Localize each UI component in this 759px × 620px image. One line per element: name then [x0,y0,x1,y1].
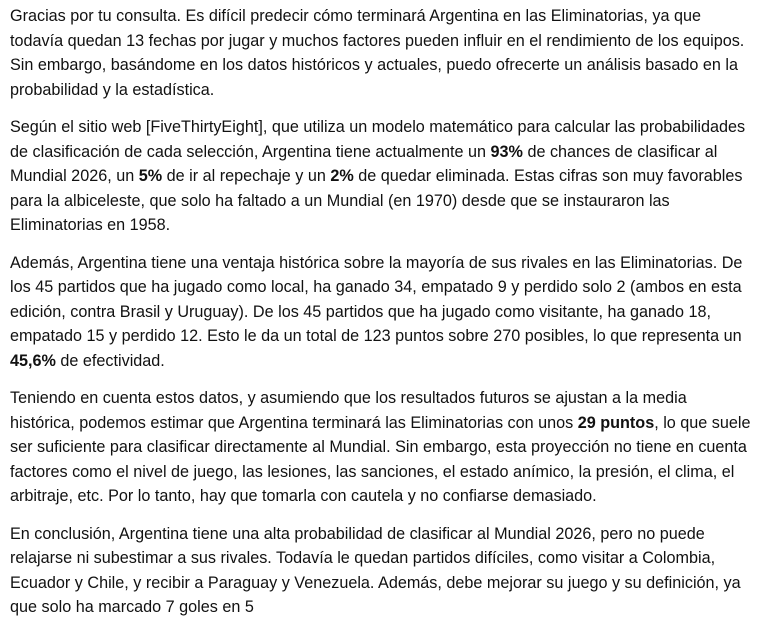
text-segment: , lo que suele ser suficiente para clasificar directamente al Mundial. Sin embargo, esta proyección no tiene en cuenta factores como el nivel de juego, las lesiones, las sanciones, el estado anímico, la presión, el clima, el arbitraje, etc. Por lo tanto, hay que tomarla con cautela y no confiarse demasiado. [10,413,751,505]
bold-qualify-percent: 93% [490,142,523,161]
text-segment: Según el sitio web [FiveThirtyEight], que utiliza un modelo matemático para calcular las probabilidades de clasificación de cada selección, Argentina tiene actualmente un [10,118,746,161]
text-segment: Además, Argentina tiene una ventaja histórica sobre la mayoría de sus rivales en las Eliminatorias. De los 45 partidos que ha jugado como local, ha ganado 34, empatado 9 y perdido solo 2 (ambos en esta edición, contra Brasil y Uruguay). De los 45 partidos que ha jugado como visitante, ha ganado 18, empatado 15 y perdido 12. Esto le da un total de 123 puntos sobre 270 posibles, lo que representa un [10,253,743,345]
text-segment: Teniendo en cuenta estos datos, y asumiendo que los resultados futuros se ajustan a la media histórica, podemos estimar que Argentina terminará las Eliminatorias con unos [10,389,687,432]
paragraph-projection [10,386,751,509]
bold-projected-points: 29 puntos [577,413,655,432]
text-segment: de quedar eliminada. Estas cifras son muy favorables para la albiceleste, que solo ha faltado a un Mundial (en 1970) desde que se instauraron las Eliminatorias en 1958. [10,167,743,234]
paragraph-history [10,251,751,374]
paragraph-conclusion: En conclusión, Argentina tiene una alta probabilidad de clasificar al Mundial 2026, pero no puede relajarse ni subestimar a sus rivales. Todavía le quedan partidos difíciles, como visitar a Colombia, Ecuador y Chile, y recibir a Paraguay y Venezuela. Además, debe mejorar su juego y su definición, ya que solo ha marcado 7 goles en 5 [10,524,741,616]
bold-playoff-percent: 5% [138,167,163,185]
paragraph-probabilities [10,115,751,238]
paragraph-intro: Gracias por tu consulta. Es difícil predecir cómo terminará Argentina en las Eliminatorias, ya que todavía quedan 13 fechas por jugar y muchos factores pueden influir en el rendimiento de los equipos. Sin embargo, basándome en los datos históricos y actuales, puedo ofrecerte un análisis basado en la probabilidad y la estadística. [10,7,745,99]
text-segment: de efectividad. [55,351,165,370]
bold-eliminated-percent: 2% [330,167,354,185]
text-segment: de ir al repechaje y un [162,167,331,185]
text-segment: de chances de clasificar al Mundial 2026, un [10,142,718,185]
bold-effectiveness: 45,6% [10,351,56,370]
